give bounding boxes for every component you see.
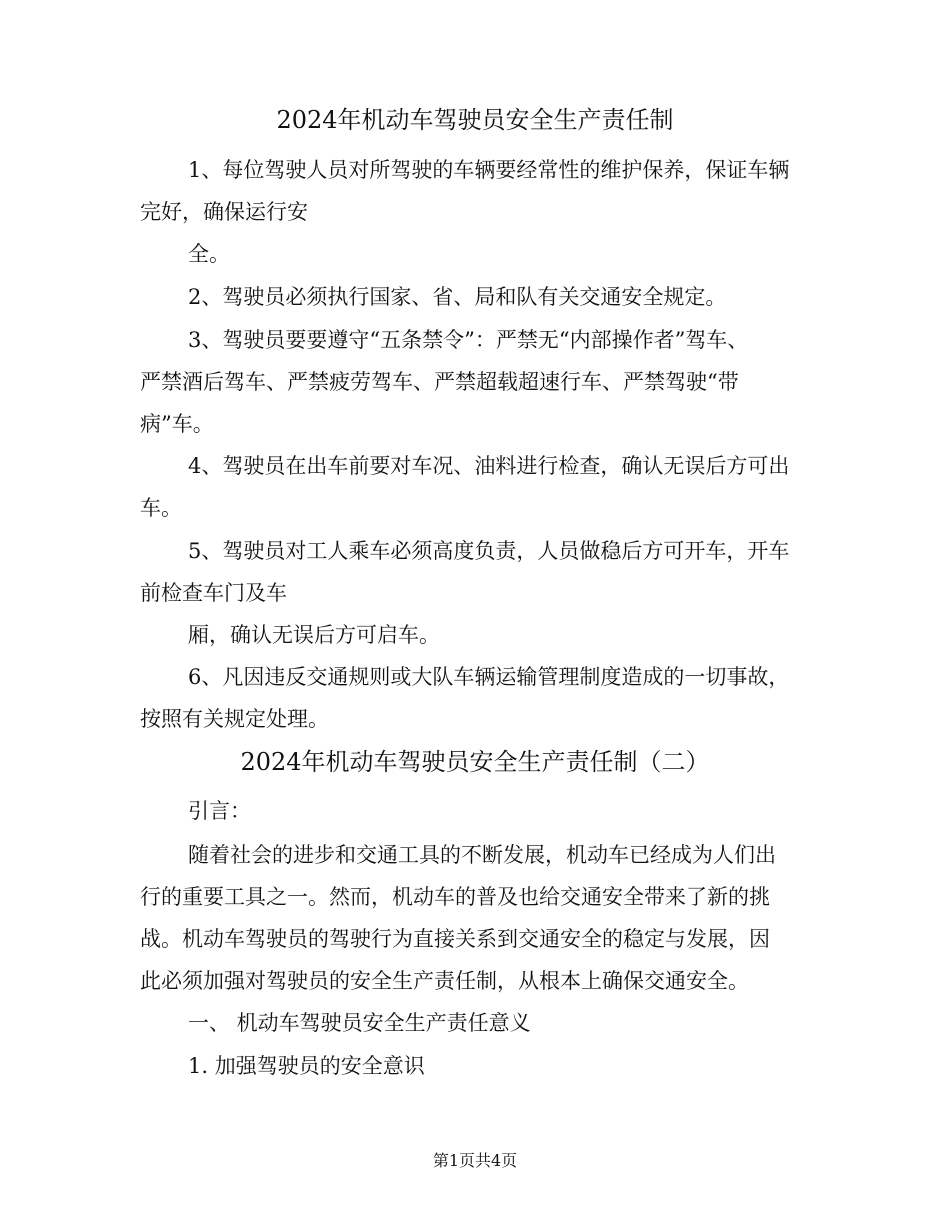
paragraph-line: 按照有关规定处理。 xyxy=(140,707,329,731)
paragraph-line: 厢，确认无误后方可启车。 xyxy=(188,623,440,647)
paragraph-line: 1. 加强驾驶员的安全意识 xyxy=(188,1054,425,1078)
paragraph-line: 4、驾驶员在出车前要对车况、油料进行检查，确认无误后方可出 xyxy=(188,454,790,478)
paragraph-line: 战。机动车驾驶员的驾驶行为直接关系到交通安全的稳定与发展，因 xyxy=(140,927,770,951)
paragraph-line: 全。 xyxy=(188,242,230,266)
paragraph-line: 严禁酒后驾车、严禁疲劳驾车、严禁超载超速行车、严禁驾驶“带 xyxy=(140,370,739,394)
paragraph-line: 病”车。 xyxy=(140,412,214,436)
paragraph-line: 2、驾驶员必须执行国家、省、局和队有关交通安全规定。 xyxy=(188,285,727,309)
paragraph-line: 此必须加强对驾驶员的安全生产责任制，从根本上确保交通安全。 xyxy=(140,969,749,993)
paragraph-line: 车。 xyxy=(140,496,182,520)
paragraph-line: 6、凡因违反交通规则或大队车辆运输管理制度造成的一切事故， xyxy=(188,665,790,689)
paragraph-line: 引言： xyxy=(188,799,251,823)
section-title: 2024年机动车驾驶员安全生产责任制（二） xyxy=(240,748,710,776)
paragraph-line: 5、驾驶员对工人乘车必须高度负责，人员做稳后方可开车，开车 xyxy=(188,539,790,563)
page-number: 第1页共4页 xyxy=(432,1151,518,1170)
paragraph-line: 随着社会的进步和交通工具的不断发展，机动车已经成为人们出 xyxy=(188,843,776,867)
paragraph-line: 行的重要工具之一。然而，机动车的普及也给交通安全带来了新的挑 xyxy=(140,885,770,909)
paragraph-line: 前检查车门及车 xyxy=(140,581,287,605)
paragraph-line: 一、 机动车驾驶员安全生产责任意义 xyxy=(188,1011,531,1035)
document-title: 2024年机动车驾驶员安全生产责任制 xyxy=(276,106,674,134)
paragraph-line: 3、驾驶员要要遵守“五条禁令”：严禁无“内部操作者”驾车、 xyxy=(188,328,749,352)
paragraph-line: 完好，确保运行安 xyxy=(140,200,308,224)
paragraph-line: 1、每位驾驶人员对所驾驶的车辆要经常性的维护保养，保证车辆 xyxy=(188,158,790,182)
